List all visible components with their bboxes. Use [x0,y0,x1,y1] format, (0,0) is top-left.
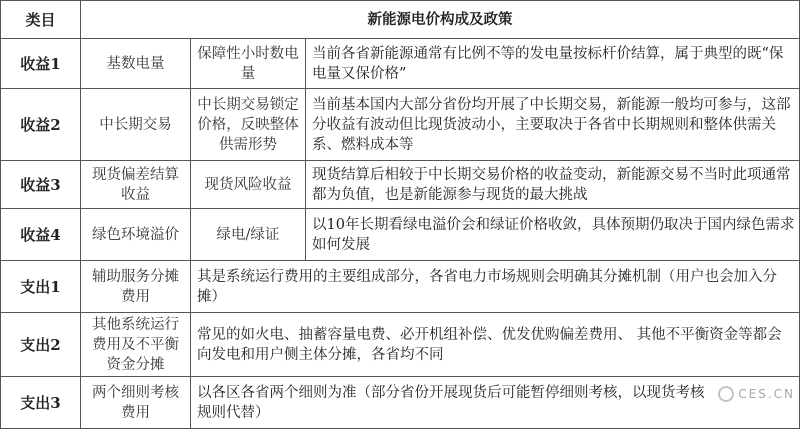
table-row [1,89,800,161]
row-category: 收益1 [1,39,81,89]
row-item: 其他系统运行费用及不平衡资金分摊 [81,313,191,377]
row-category: 支出3 [1,377,81,429]
table-row [1,377,800,429]
header-category: 类目 [1,1,81,39]
row-description: 以各区各省两个细则为准（部分省份开展现货后可能暂停细则考核，以现货考核规则代替） [197,384,705,421]
table-row [1,161,800,209]
row-description: 以10年长期看绿电溢价会和绿证价格收敛，具体预期仍取决于国内绿色需求如何发展 [306,209,800,261]
row-description: 现货结算后相较于中长期交易价格的收益变动，新能源交易不当时此项通常都为负值，也是新能源参与现货的最大挑战 [306,161,800,209]
row-item: 两个细则考核费用 [81,377,191,429]
row-category: 收益4 [1,209,81,261]
table-row [1,209,800,261]
row-subitem: 保障性小时数电量 [191,39,306,89]
row-item: 绿色环境溢价 [81,209,191,261]
watermark-logo-icon [718,386,734,402]
row-category: 收益2 [1,89,81,161]
row-subitem: 中长期交易锁定价格，反映整体供需形势 [191,89,306,161]
row-description: 其是系统运行费用的主要组成部分，各省电力市场规则会明确其分摊机制（用户也会加入分摊） [191,261,800,313]
row-category: 收益3 [1,161,81,209]
row-subitem: 现货风险收益 [191,161,306,209]
row-item: 现货偏差结算收益 [81,161,191,209]
row-item: 辅助服务分摊费用 [81,261,191,313]
table-row [1,313,800,377]
row-description-cell [191,377,800,429]
row-description: 当前基本国内大部分省份均开展了中长期交易，新能源一般均可参与，这部分收益有波动但比现货波动小，主要取决于各省中长期规则和整体供需关系、燃料成本等 [306,89,800,161]
header-title: 新能源电价构成及政策 [81,1,800,39]
row-item: 基数电量 [81,39,191,89]
row-category: 支出2 [1,313,81,377]
row-subitem: 绿电/绿证 [191,209,306,261]
watermark-text: CES.CN [738,386,795,401]
watermark [718,385,795,403]
row-description: 常见的如火电、抽蓄容量电费、必开机组补偿、优发优购偏差费用、 其他不平衡资金等都会向发电和用户侧主体分摊，各省均不同 [191,313,800,377]
row-item: 中长期交易 [81,89,191,161]
table-row [1,261,800,313]
table-row [1,39,800,89]
table-header-row [1,1,800,39]
row-description: 当前各省新能源通常有比例不等的发电量按标杆价结算，属于典型的既“保电量又保价格” [306,39,800,89]
row-category: 支出1 [1,261,81,313]
